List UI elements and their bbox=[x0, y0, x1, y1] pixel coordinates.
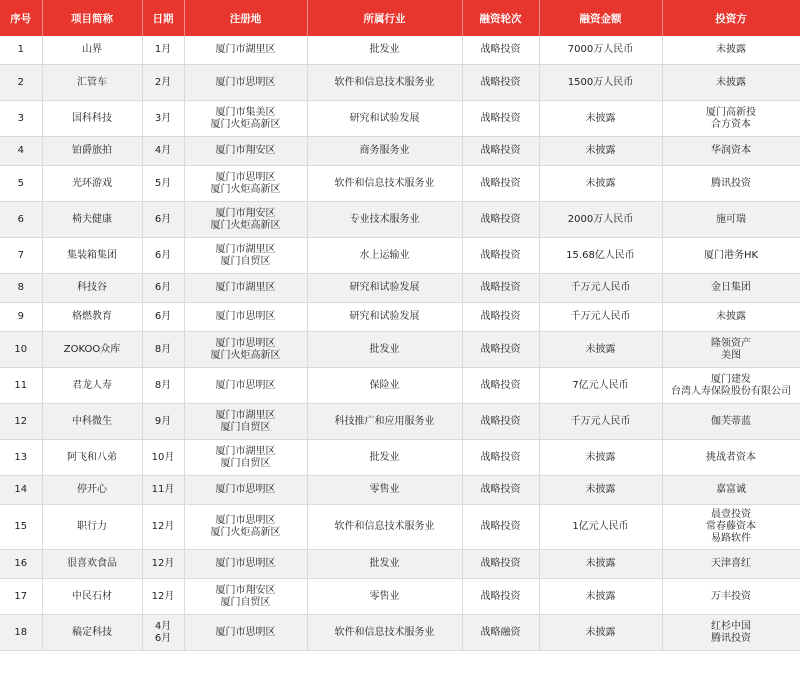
investors-cell-line: 嘉富诚 bbox=[716, 484, 746, 495]
investors-cell-line: 金日集团 bbox=[711, 282, 751, 293]
investors-cell-line: 伽芙蒂蓝 bbox=[711, 415, 751, 427]
row-number-cell: 16 bbox=[0, 550, 42, 579]
amount-cell: 千万元人民币 bbox=[539, 274, 662, 303]
row-number-cell: 7 bbox=[0, 238, 42, 274]
round-cell: 战略投资 bbox=[462, 65, 539, 101]
amount-cell: 7000万人民币 bbox=[539, 36, 662, 65]
row-number-cell: 12 bbox=[0, 404, 42, 440]
investors-cell-line: 红杉中国 bbox=[711, 620, 751, 632]
industry-cell: 研究和试验发展 bbox=[307, 303, 462, 332]
table-row bbox=[0, 166, 800, 202]
row-number-cell: 13 bbox=[0, 440, 42, 476]
location-cell bbox=[184, 615, 307, 651]
date-cell bbox=[142, 332, 184, 368]
investors-cell-line: 施可瑞 bbox=[716, 213, 746, 225]
investors-cell-line: 易路软件 bbox=[711, 533, 751, 544]
industry-cell: 软件和信息技术服务业 bbox=[307, 615, 462, 651]
project-name-cell: 君龙人寿 bbox=[42, 368, 142, 404]
round-cell: 战略投资 bbox=[462, 166, 539, 202]
table-row bbox=[0, 101, 800, 137]
location-cell-line: 厦门市翔安区 bbox=[215, 584, 276, 596]
amount-cell: 未披露 bbox=[539, 101, 662, 137]
investors-cell bbox=[662, 368, 800, 404]
date-cell bbox=[142, 476, 184, 505]
header-cell: 序号 bbox=[0, 0, 42, 36]
investors-cell-line: 常春藤资本 bbox=[706, 521, 756, 532]
investors-cell-line: 腾讯投资 bbox=[711, 177, 751, 189]
date-cell-line: 6月 bbox=[154, 282, 172, 293]
table-row bbox=[0, 579, 800, 615]
round-cell: 战略投资 bbox=[462, 238, 539, 274]
table-row bbox=[0, 332, 800, 368]
date-cell-line: 1月 bbox=[154, 44, 172, 55]
table-row bbox=[0, 36, 800, 65]
investors-cell bbox=[662, 404, 800, 440]
date-cell bbox=[142, 404, 184, 440]
date-cell bbox=[142, 579, 184, 615]
location-cell-line: 厦门市湖里区 bbox=[215, 445, 276, 457]
header-cell: 项目简称 bbox=[42, 0, 142, 36]
round-cell: 战略投资 bbox=[462, 505, 539, 550]
location-cell-line: 厦门市思明区 bbox=[215, 484, 276, 495]
project-name-cell: 停开心 bbox=[42, 476, 142, 505]
table-row bbox=[0, 303, 800, 332]
table-row bbox=[0, 202, 800, 238]
row-number-cell: 4 bbox=[0, 137, 42, 166]
row-number-cell: 11 bbox=[0, 368, 42, 404]
project-name-cell: 集装箱集团 bbox=[42, 238, 142, 274]
location-cell-line: 厦门市翔安区 bbox=[215, 207, 276, 219]
location-cell bbox=[184, 101, 307, 137]
location-cell bbox=[184, 368, 307, 404]
investors-cell-line: 隆领资产 bbox=[711, 337, 751, 349]
project-name-cell: 光环游戏 bbox=[42, 166, 142, 202]
date-cell bbox=[142, 202, 184, 238]
industry-cell: 软件和信息技术服务业 bbox=[307, 166, 462, 202]
investors-cell-line: 晨壹投资 bbox=[711, 509, 751, 520]
table-row bbox=[0, 137, 800, 166]
date-cell-line: 2月 bbox=[154, 76, 172, 88]
round-cell: 战略投资 bbox=[462, 368, 539, 404]
location-cell bbox=[184, 550, 307, 579]
location-cell-line: 厦门火炬高新区 bbox=[210, 349, 281, 361]
project-name-cell: 中民石材 bbox=[42, 579, 142, 615]
investors-cell-line: 未披露 bbox=[716, 311, 746, 322]
location-cell-line: 厦门自贸区 bbox=[220, 457, 271, 469]
header-cell: 投资方 bbox=[662, 0, 800, 36]
investors-cell-line: 天津喜红 bbox=[711, 558, 751, 569]
industry-cell: 批发业 bbox=[307, 36, 462, 65]
location-cell-line: 厦门市思明区 bbox=[215, 626, 276, 638]
date-cell bbox=[142, 550, 184, 579]
industry-cell: 科技推广和应用服务业 bbox=[307, 404, 462, 440]
project-name-cell: 阿飞和八弟 bbox=[42, 440, 142, 476]
industry-cell: 零售业 bbox=[307, 476, 462, 505]
date-cell-line: 4月 bbox=[154, 620, 172, 632]
industry-cell: 软件和信息技术服务业 bbox=[307, 505, 462, 550]
location-cell-line: 厦门自贸区 bbox=[220, 596, 271, 608]
row-number-cell: 5 bbox=[0, 166, 42, 202]
row-number-cell: 9 bbox=[0, 303, 42, 332]
round-cell: 战略投资 bbox=[462, 137, 539, 166]
date-cell-line: 5月 bbox=[154, 177, 172, 189]
date-cell bbox=[142, 137, 184, 166]
location-cell-line: 厦门火炬高新区 bbox=[210, 219, 281, 231]
location-cell-line: 厦门市湖里区 bbox=[215, 409, 276, 421]
date-cell-line: 6月 bbox=[154, 249, 172, 261]
investors-cell-line: 华润资本 bbox=[711, 145, 751, 156]
industry-cell: 水上运输业 bbox=[307, 238, 462, 274]
location-cell-line: 厦门自贸区 bbox=[220, 421, 271, 433]
table-row bbox=[0, 368, 800, 404]
location-cell bbox=[184, 238, 307, 274]
location-cell-line: 厦门市翔安区 bbox=[215, 145, 276, 156]
project-name-cell: 职行力 bbox=[42, 505, 142, 550]
project-name-cell: 椅夫健康 bbox=[42, 202, 142, 238]
investors-cell bbox=[662, 137, 800, 166]
date-cell-line: 8月 bbox=[154, 343, 172, 355]
amount-cell: 未披露 bbox=[539, 440, 662, 476]
round-cell: 战略投资 bbox=[462, 303, 539, 332]
round-cell: 战略投资 bbox=[462, 579, 539, 615]
date-cell-line: 9月 bbox=[154, 415, 172, 427]
table-row bbox=[0, 238, 800, 274]
header-row bbox=[0, 0, 800, 36]
date-cell-line: 6月 bbox=[154, 213, 172, 225]
industry-cell: 软件和信息技术服务业 bbox=[307, 65, 462, 101]
date-cell-line: 8月 bbox=[154, 379, 172, 391]
row-number-cell: 1 bbox=[0, 36, 42, 65]
location-cell bbox=[184, 274, 307, 303]
investors-cell bbox=[662, 274, 800, 303]
location-cell-line: 厦门市集美区 bbox=[215, 106, 276, 118]
investors-cell bbox=[662, 202, 800, 238]
table-row bbox=[0, 615, 800, 651]
industry-cell: 零售业 bbox=[307, 579, 462, 615]
amount-cell: 未披露 bbox=[539, 550, 662, 579]
investors-cell-line: 台湾人寿保险股份有限公司 bbox=[671, 385, 791, 397]
location-cell-line: 厦门市湖里区 bbox=[215, 44, 276, 55]
investors-cell-line: 厦门建发 bbox=[711, 373, 751, 385]
location-cell bbox=[184, 440, 307, 476]
location-cell bbox=[184, 137, 307, 166]
project-name-cell: 科技谷 bbox=[42, 274, 142, 303]
round-cell: 战略投资 bbox=[462, 274, 539, 303]
location-cell-line: 厦门市思明区 bbox=[215, 558, 276, 569]
date-cell bbox=[142, 65, 184, 101]
date-cell bbox=[142, 505, 184, 550]
round-cell: 战略投资 bbox=[462, 332, 539, 368]
location-cell-line: 厦门火炬高新区 bbox=[210, 183, 281, 195]
location-cell bbox=[184, 65, 307, 101]
location-cell-line: 厦门市思明区 bbox=[215, 171, 276, 183]
header-cell: 注册地 bbox=[184, 0, 307, 36]
round-cell: 战略融资 bbox=[462, 615, 539, 651]
investors-cell bbox=[662, 579, 800, 615]
investors-cell-line: 万丰投资 bbox=[711, 590, 751, 602]
industry-cell: 批发业 bbox=[307, 440, 462, 476]
industry-cell: 批发业 bbox=[307, 550, 462, 579]
date-cell-line: 4月 bbox=[154, 145, 172, 156]
date-cell-line: 12月 bbox=[151, 590, 175, 602]
row-number-cell: 14 bbox=[0, 476, 42, 505]
amount-cell: 1亿元人民币 bbox=[539, 505, 662, 550]
row-number-cell: 17 bbox=[0, 579, 42, 615]
industry-cell: 专业技术服务业 bbox=[307, 202, 462, 238]
row-number-cell: 15 bbox=[0, 505, 42, 550]
investors-cell bbox=[662, 303, 800, 332]
location-cell bbox=[184, 36, 307, 65]
date-cell bbox=[142, 166, 184, 202]
investors-cell-line: 合方资本 bbox=[711, 118, 751, 130]
location-cell bbox=[184, 166, 307, 202]
industry-cell: 批发业 bbox=[307, 332, 462, 368]
investors-cell-line: 未披露 bbox=[716, 44, 746, 55]
industry-cell: 研究和试验发展 bbox=[307, 274, 462, 303]
amount-cell: 未披露 bbox=[539, 137, 662, 166]
table-row bbox=[0, 404, 800, 440]
round-cell: 战略投资 bbox=[462, 476, 539, 505]
location-cell bbox=[184, 505, 307, 550]
amount-cell: 未披露 bbox=[539, 166, 662, 202]
header-cell: 融资金额 bbox=[539, 0, 662, 36]
location-cell-line: 厦门市思明区 bbox=[215, 515, 276, 526]
investors-cell bbox=[662, 505, 800, 550]
investors-cell bbox=[662, 238, 800, 274]
location-cell-line: 厦门市湖里区 bbox=[215, 243, 276, 255]
project-name-cell: 国科科技 bbox=[42, 101, 142, 137]
location-cell-line: 厦门火炬高新区 bbox=[210, 118, 281, 130]
round-cell: 战略投资 bbox=[462, 36, 539, 65]
date-cell-line: 6月 bbox=[154, 632, 172, 644]
amount-cell: 2000万人民币 bbox=[539, 202, 662, 238]
location-cell-line: 厦门市思明区 bbox=[215, 311, 276, 322]
investors-cell bbox=[662, 440, 800, 476]
header-cell: 所属行业 bbox=[307, 0, 462, 36]
project-name-cell: 中科微生 bbox=[42, 404, 142, 440]
location-cell-line: 厦门自贸区 bbox=[220, 255, 271, 267]
amount-cell: 15.68亿人民币 bbox=[539, 238, 662, 274]
investors-cell bbox=[662, 65, 800, 101]
date-cell bbox=[142, 615, 184, 651]
location-cell-line: 厦门火炬高新区 bbox=[210, 527, 281, 538]
investors-cell bbox=[662, 101, 800, 137]
amount-cell: 未披露 bbox=[539, 579, 662, 615]
amount-cell: 未披露 bbox=[539, 332, 662, 368]
location-cell-line: 厦门市湖里区 bbox=[215, 282, 276, 293]
location-cell bbox=[184, 476, 307, 505]
table-row bbox=[0, 274, 800, 303]
investors-cell bbox=[662, 36, 800, 65]
row-number-cell: 6 bbox=[0, 202, 42, 238]
project-name-cell: ZOKOO众库 bbox=[42, 332, 142, 368]
date-cell bbox=[142, 36, 184, 65]
industry-cell: 保险业 bbox=[307, 368, 462, 404]
date-cell-line: 12月 bbox=[151, 521, 175, 532]
investors-cell bbox=[662, 476, 800, 505]
date-cell bbox=[142, 238, 184, 274]
date-cell-line: 11月 bbox=[151, 484, 175, 495]
investors-cell-line: 未披露 bbox=[716, 76, 746, 88]
round-cell: 战略投资 bbox=[462, 101, 539, 137]
row-number-cell: 2 bbox=[0, 65, 42, 101]
row-number-cell: 3 bbox=[0, 101, 42, 137]
round-cell: 战略投资 bbox=[462, 550, 539, 579]
row-number-cell: 8 bbox=[0, 274, 42, 303]
investors-cell-line: 厦门高新投 bbox=[706, 106, 756, 118]
industry-cell: 商务服务业 bbox=[307, 137, 462, 166]
location-cell-line: 厦门市思明区 bbox=[215, 379, 276, 391]
date-cell bbox=[142, 440, 184, 476]
round-cell: 战略投资 bbox=[462, 440, 539, 476]
project-name-cell: 格燃教育 bbox=[42, 303, 142, 332]
location-cell bbox=[184, 202, 307, 238]
row-number-cell: 10 bbox=[0, 332, 42, 368]
round-cell: 战略投资 bbox=[462, 404, 539, 440]
round-cell: 战略投资 bbox=[462, 202, 539, 238]
project-name-cell: 很喜欢食品 bbox=[42, 550, 142, 579]
amount-cell: 1500万人民币 bbox=[539, 65, 662, 101]
investors-cell bbox=[662, 332, 800, 368]
location-cell-line: 厦门市思明区 bbox=[215, 337, 276, 349]
amount-cell: 千万元人民币 bbox=[539, 404, 662, 440]
investors-cell bbox=[662, 615, 800, 651]
investors-cell-line: 腾讯投资 bbox=[711, 632, 751, 644]
header-cell: 日期 bbox=[142, 0, 184, 36]
date-cell-line: 3月 bbox=[154, 112, 172, 124]
investors-cell bbox=[662, 550, 800, 579]
header-cell: 融资轮次 bbox=[462, 0, 539, 36]
location-cell-line: 厦门市思明区 bbox=[215, 76, 276, 88]
project-name-cell: 山界 bbox=[42, 36, 142, 65]
amount-cell: 千万元人民币 bbox=[539, 303, 662, 332]
table-row bbox=[0, 505, 800, 550]
project-name-cell: 铂爵旅拍 bbox=[42, 137, 142, 166]
location-cell bbox=[184, 404, 307, 440]
investors-cell-line: 美图 bbox=[721, 349, 741, 361]
amount-cell: 7亿元人民币 bbox=[539, 368, 662, 404]
industry-cell: 研究和试验发展 bbox=[307, 101, 462, 137]
investors-cell-line: 挑战者资本 bbox=[706, 451, 756, 463]
amount-cell: 未披露 bbox=[539, 615, 662, 651]
location-cell bbox=[184, 303, 307, 332]
location-cell bbox=[184, 332, 307, 368]
amount-cell: 未披露 bbox=[539, 476, 662, 505]
location-cell bbox=[184, 579, 307, 615]
project-name-cell: 汇管车 bbox=[42, 65, 142, 101]
project-name-cell: 稿定科技 bbox=[42, 615, 142, 651]
investors-cell-line: 厦门港务HK bbox=[703, 249, 759, 261]
table-row bbox=[0, 440, 800, 476]
table-row bbox=[0, 550, 800, 579]
table-row bbox=[0, 65, 800, 101]
investors-cell bbox=[662, 166, 800, 202]
date-cell-line: 6月 bbox=[154, 311, 172, 322]
date-cell bbox=[142, 101, 184, 137]
table-row bbox=[0, 476, 800, 505]
date-cell-line: 10月 bbox=[151, 451, 175, 463]
row-number-cell: 18 bbox=[0, 615, 42, 651]
date-cell bbox=[142, 303, 184, 332]
date-cell-line: 12月 bbox=[151, 558, 175, 569]
date-cell bbox=[142, 368, 184, 404]
date-cell bbox=[142, 274, 184, 303]
table-body bbox=[0, 36, 800, 651]
